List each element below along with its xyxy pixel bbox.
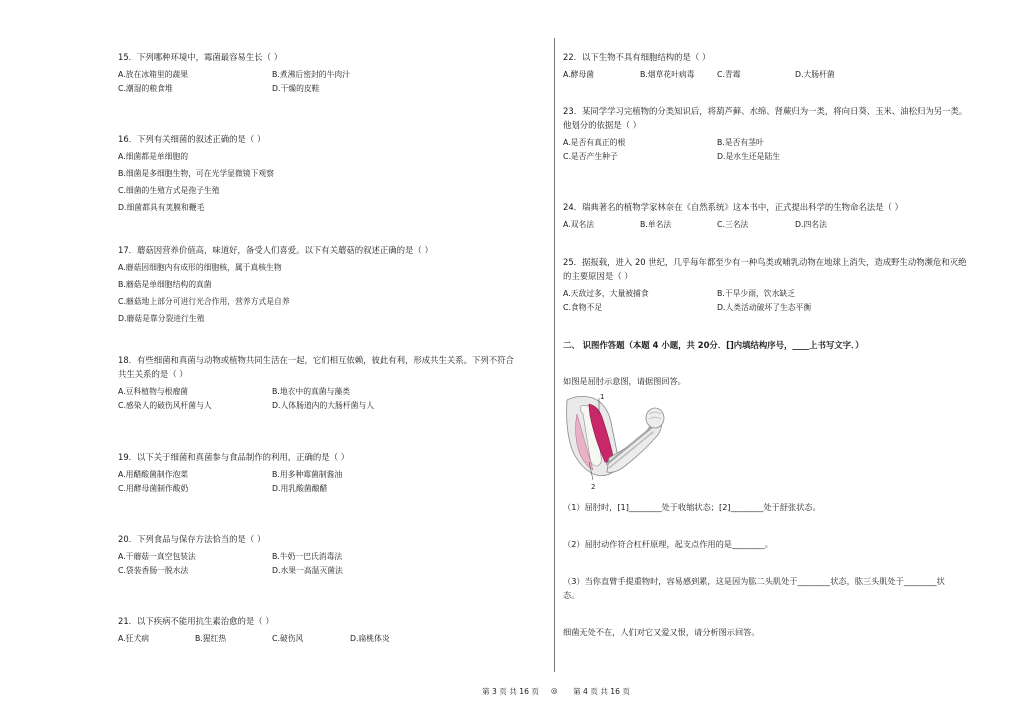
option-d[interactable]: D.蘑菇是靠分裂进行生殖 [118,314,205,323]
page-mark: ◎ [551,686,558,695]
question-25 [563,255,1003,315]
sub-question-1: （1）屈肘时，[1]________处于收缩状态；[2]________处于舒张状态。 [563,502,821,512]
right-page-number: 第 4 页 共 16 页 [573,687,630,696]
option-c[interactable]: C.青霉 [717,70,741,79]
question-22 [563,50,1003,82]
question-stem-line-1: 23．某同学学习完植物的分类知识后，将葫芦藓、水绵、肾蕨归为一类，将向日葵、玉米、油松归为另一类。 [563,106,968,116]
question-21 [118,614,530,646]
option-c[interactable]: C.是否产生种子 [563,152,618,161]
option-b[interactable]: B.单名法 [640,220,672,229]
option-a[interactable]: A.双名法 [563,220,595,229]
question-stem: 20．下列食品与保存方法恰当的是（ ） [118,534,266,544]
option-d[interactable]: D.干燥的皮鞋 [272,84,320,93]
option-a[interactable]: A.豆科植物与根瘤菌 [118,387,189,396]
option-d[interactable]: D.大肠杆菌 [795,70,835,79]
arm-flexion-figure [563,392,673,495]
question-stem: 15．下列哪种环境中，霉菌最容易生长（ ） [118,52,283,62]
option-a[interactable]: A.放在冰箱里的蔬果 [118,70,189,79]
option-a[interactable]: A.干蘑菇一真空包装法 [118,552,196,561]
option-a[interactable]: A.细菌都是单细胞的 [118,152,189,161]
question-18 [118,353,530,413]
option-a[interactable]: A.天敌过多，大量被捕食 [563,289,649,298]
question-stem-line-2: 的主要原因是（ ） [563,271,633,281]
option-b[interactable]: B.牛奶一巴氏消毒法 [272,552,343,561]
option-c[interactable]: C.三名法 [717,220,749,229]
option-a[interactable]: A.酵母菌 [563,70,595,79]
option-c[interactable]: C.食物不足 [563,303,603,312]
option-c[interactable]: C.破伤风 [272,634,304,643]
closing-text: 细菌无处不在，人们对它又爱又恨，请分析图示回答。 [563,627,760,637]
sub-question-3-line-1: （3）当你直臂手提重物时，容易感到累，这是因为肱二头肌处于________状态，肱三头肌处于________状 [563,576,945,586]
label-2: 2 [591,483,596,491]
question-stem-line-1: 18．有些细菌和真菌与动物或植物共同生活在一起，它们相互依赖，彼此有利，形成共生关系。下列不符合 [118,355,514,365]
option-b[interactable]: B.干旱少雨，饮水缺乏 [717,289,795,298]
option-c[interactable]: C.袋装香肠一脱水法 [118,566,189,575]
option-a[interactable]: A.蘑菇因细胞内有成形的细胞核，属于真核生物 [118,263,282,272]
question-16 [118,132,530,215]
question-17 [118,243,530,326]
question-stem: 21．以下疾病不能用抗生素治愈的是（ ） [118,616,274,626]
figure-intro: 如图是屈肘示意图，请据图回答。 [563,376,686,386]
sub-question-3-line-2: 态。 [563,590,580,600]
question-stem: 16．下列有关细菌的叙述正确的是（ ） [118,134,266,144]
question-20 [118,532,530,578]
question-19 [118,450,530,496]
option-d[interactable]: D.四名法 [795,220,827,229]
option-d[interactable]: D.人类活动破坏了生态平衡 [717,303,812,312]
option-c[interactable]: C.潮湿的粮食堆 [118,84,173,93]
option-b[interactable]: B.细菌是多细胞生物，可在光学显微镜下观察 [118,169,274,178]
option-b[interactable]: B.烟草花叶病毒 [640,70,695,79]
question-stem-line-1: 25．据报载，进入 20 世纪，几乎每年都至少有一种鸟类或哺乳动物在地球上消失，造成野生动物濒危和灭绝 [563,257,967,267]
option-b[interactable]: B.地衣中的真菌与藻类 [272,387,350,396]
option-d[interactable]: D.细菌都具有荚膜和鞭毛 [118,203,205,212]
option-c[interactable]: C.用酵母菌制作酸奶 [118,484,189,493]
option-b[interactable]: B.是否有茎叶 [717,138,764,147]
option-a[interactable]: A.是否有真正的根 [563,138,626,147]
question-24 [563,200,1003,232]
left-page-number: 第 3 页 共 16 页 [482,687,539,696]
sub-question-2: （2）屈肘动作符合杠杆原理，起支点作用的是________。 [563,539,773,549]
option-c[interactable]: C.蘑菇地上部分可进行光合作用，营养方式是自养 [118,297,290,306]
option-d[interactable]: D.用乳酸菌酿醋 [272,484,328,493]
label-1: 1 [600,393,605,401]
option-d[interactable]: D.人体肠道内的大肠杆菌与人 [272,401,375,410]
option-b[interactable]: B.猩红热 [195,634,227,643]
question-15 [118,50,530,96]
option-c[interactable]: C.细菌的生殖方式是孢子生殖 [118,186,220,195]
question-stem-line-2: 共生关系的是（ ） [118,369,188,379]
option-b[interactable]: B.用多种霉菌制酱油 [272,470,343,479]
question-stem: 19．以下关于细菌和真菌参与食品制作的利用，正确的是（ ） [118,452,350,462]
question-23 [563,104,1003,164]
option-a[interactable]: A.用醋酸菌制作泡菜 [118,470,189,479]
question-stem: 24．瑞典著名的植物学家林奈在《自然系统》这本书中，正式提出科学的生物命名法是（ ） [563,202,903,212]
question-stem: 17．蘑菇因营养价值高，味道好，备受人们喜爱。以下有关蘑菇的叙述正确的是（ ） [118,245,433,255]
option-c[interactable]: C.感染人的破伤风杆菌与人 [118,401,212,410]
fist [646,408,664,428]
option-d[interactable]: D.是水生还是陆生 [717,152,781,161]
option-a[interactable]: A.狂犬病 [118,634,150,643]
option-d[interactable]: D.水果一高温灭菌法 [272,566,343,575]
column-divider [554,38,555,672]
option-d[interactable]: D.扁桃体炎 [350,634,390,643]
question-stem: 22．以下生物不具有细胞结构的是（ ） [563,52,711,62]
option-b[interactable]: B.蘑菇是单细胞结构的真菌 [118,280,212,289]
section-title: 二、 识图作答题（本题 4 小题，共 20分．[]内填结构序号，____上书写文字．） [563,340,864,350]
option-b[interactable]: B.煮沸后密封的牛肉汁 [272,70,350,79]
question-stem-line-2: 他划分的依据是（ ） [563,120,642,130]
